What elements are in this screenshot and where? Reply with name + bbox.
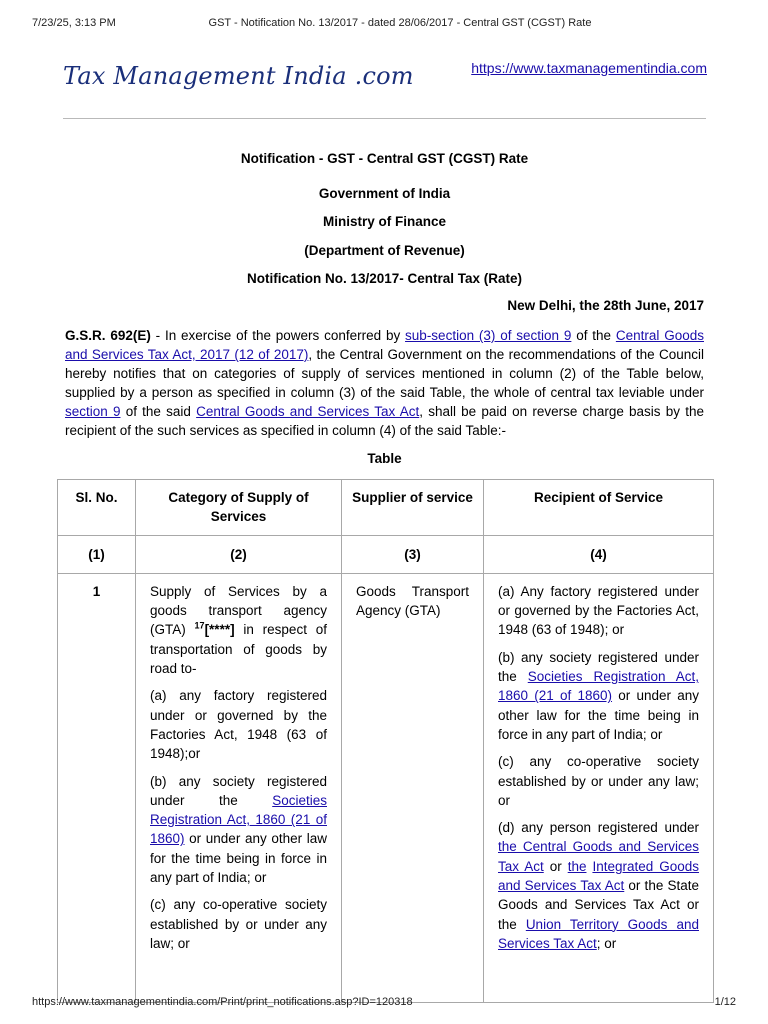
link-societies-registration-act[interactable]: Societies Registration Act, 1860 (21 of 1860) <box>498 669 699 704</box>
intro-text: - In exercise of the powers conferred by <box>150 328 406 343</box>
intro-paragraph <box>65 326 704 440</box>
recipient-item-c: (c) any co-operative society established by or under any law; or <box>498 754 699 808</box>
cell-text: (b) any society registered under the <box>498 649 699 685</box>
cell-text: in respect of transportation of goods by road to- <box>150 622 327 677</box>
col-number: (3) <box>342 535 484 573</box>
link-utgst-act[interactable]: Union Territory Goods and Services Tax Act <box>498 916 699 951</box>
government-heading: Government of India <box>318 186 451 201</box>
row-supplier-cell <box>342 573 484 1002</box>
header-sl-no: Sl. No. <box>58 480 136 536</box>
cell-text: Supply of Services by a goods transport agency (GTA) <box>150 583 327 638</box>
row-sl-no: 1 <box>58 573 136 1002</box>
header-category: Category of Supply of Services <box>136 480 342 536</box>
header-divider <box>63 118 706 119</box>
page-number: 1/12 <box>714 996 736 1008</box>
intro-text: of the said <box>120 404 197 419</box>
site-logo[interactable]: Tax Management India .com <box>63 62 414 90</box>
link-cgst-act-2017[interactable]: Central Goods and Services Tax Act, 2017 (12 of 2017) <box>65 328 704 362</box>
footnote-marker[interactable]: 17 <box>194 620 205 631</box>
print-header <box>32 17 728 31</box>
link-cgst-act[interactable]: the Central Goods and Services Tax Act <box>498 839 699 874</box>
category-item-c: (c) any co-operative society established by or under any law; or <box>150 897 327 951</box>
column-number-row <box>58 535 714 573</box>
print-url: https://www.taxmanagementindia.com/Print/print_notifications.asp?ID=120318 <box>32 996 413 1008</box>
table-caption: Table <box>367 451 402 466</box>
link-the[interactable]: the <box>567 858 587 874</box>
ministry-heading: Ministry of Finance <box>322 214 447 229</box>
cell-text: or under any other law for the time being in force in any part of India; or <box>150 831 327 886</box>
cell-text: or <box>543 858 568 874</box>
row-category-cell <box>136 573 342 1002</box>
recipient-item-d <box>498 818 699 953</box>
department-heading: (Department of Revenue) <box>304 243 465 258</box>
link-igst-act[interactable]: Integrated Goods and Services Tax Act <box>498 858 699 894</box>
header-supplier: Supplier of service <box>342 480 484 536</box>
omission-marker: [****] <box>204 622 235 638</box>
link-societies-registration-act[interactable]: Societies Registration Act, 1860 (21 of 1860) <box>150 792 327 847</box>
notification-number-heading: Notification No. 13/2017- Central Tax (Rate) <box>246 271 523 286</box>
link-section-9[interactable]: section 9 <box>65 404 121 419</box>
category-item-a: (a) any factory registered under or governed by the Factories Act, 1948 (63 of 1948);or <box>150 688 327 762</box>
link-cgst-act[interactable]: Central Goods and Services Tax Act <box>196 404 420 419</box>
col-number: (2) <box>136 535 342 573</box>
notification-type-heading: Notification - GST - Central GST (CGST) Rate <box>240 151 529 166</box>
header-recipient: Recipient of Service <box>484 480 714 536</box>
print-page-title: GST - Notification No. 13/2017 - dated 28/06/2017 - Central GST (CGST) Rate <box>208 17 592 29</box>
table-row <box>58 573 714 1002</box>
link-sub-section-3-section-9[interactable]: sub-section (3) of section 9 <box>405 328 572 343</box>
table-header-row <box>58 480 714 536</box>
category-item-b <box>150 772 327 888</box>
cell-text: (b) any society registered under the <box>150 773 327 808</box>
intro-text: of the <box>571 328 616 343</box>
intro-text: , the Central Government on the recommendations of the Council hereby notifies that on categories of supply of services mentioned in column (2) of the Table below, supplied by a person as specified in column (3) of the said Table, the whole of central tax leviable under <box>65 347 704 400</box>
row-recipient-cell <box>484 573 714 1002</box>
reverse-charge-table <box>57 479 714 1003</box>
gsr-number: G.S.R. 692(E) <box>65 328 151 343</box>
category-intro <box>150 582 327 678</box>
print-datetime: 7/23/25, 3:13 PM <box>32 17 116 29</box>
site-url-link[interactable]: https://www.taxmanagementindia.com <box>471 60 707 76</box>
recipient-item-a: (a) Any factory registered under or governed by the Factories Act, 1948 (63 of 1948); or <box>498 583 699 638</box>
cell-text: (d) any person registered under <box>498 820 699 836</box>
col-number: (4) <box>484 535 714 573</box>
supplier-text: Goods Transport Agency (GTA) <box>356 583 469 619</box>
intro-text: , shall be paid on reverse charge basis by the recipient of the such services as specified in column (4) of the said Table:- <box>65 404 704 438</box>
col-number: (1) <box>58 535 136 573</box>
place-date: New Delhi, the 28th June, 2017 <box>507 298 704 313</box>
cell-text: or under any other law for the time being in force in any part of India; or <box>498 688 699 742</box>
recipient-item-b <box>498 648 699 744</box>
cell-text: or the State Goods and Services Tax Act or the <box>498 878 699 932</box>
cell-text: ; or <box>596 935 617 951</box>
